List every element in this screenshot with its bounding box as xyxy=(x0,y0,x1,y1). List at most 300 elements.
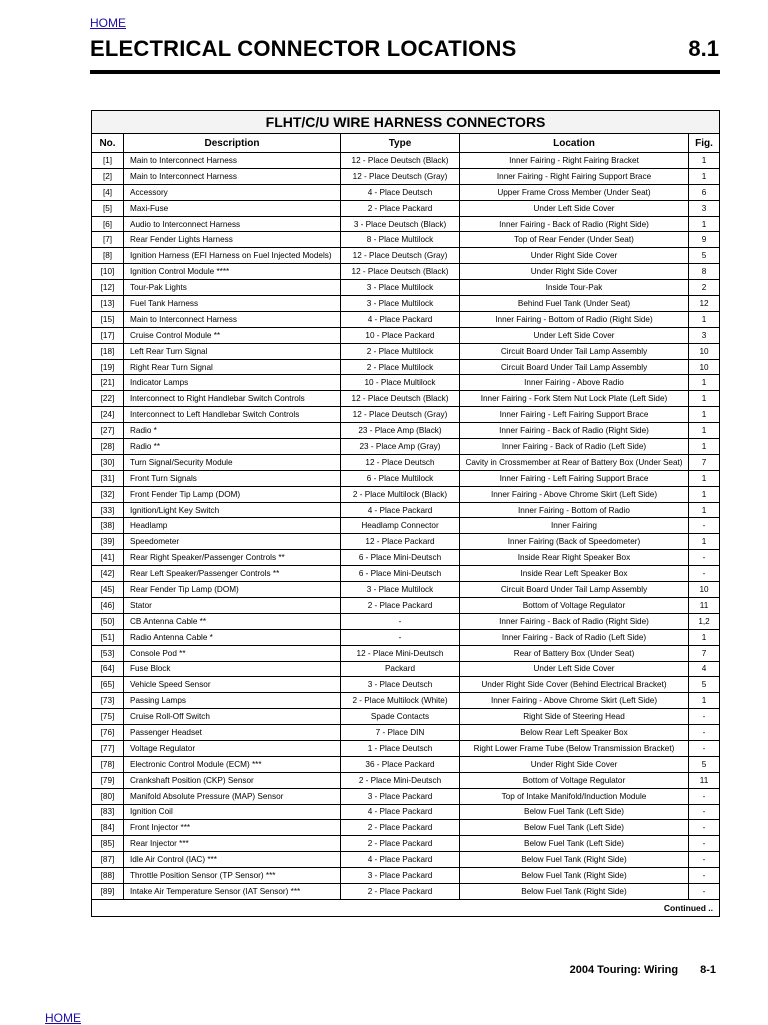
cell-fig: - xyxy=(689,725,720,741)
cell-description: Rear Injector *** xyxy=(124,836,341,852)
cell-description: Fuel Tank Harness xyxy=(124,296,341,312)
cell-no: [24] xyxy=(92,407,124,423)
cell-type: 12 - Place Packard xyxy=(341,534,460,550)
cell-no: [32] xyxy=(92,486,124,502)
cell-type: - xyxy=(341,629,460,645)
connector-table xyxy=(91,110,720,917)
cell-description: Ignition Control Module **** xyxy=(124,264,341,280)
table-row xyxy=(92,550,720,566)
cell-location: Inner Fairing - Back of Radio (Right Side) xyxy=(460,613,689,629)
cell-no: [46] xyxy=(92,597,124,613)
table-row xyxy=(92,693,720,709)
table-row xyxy=(92,820,720,836)
cell-description: Main to Interconnect Harness xyxy=(124,311,341,327)
table-row xyxy=(92,582,720,598)
cell-no: [73] xyxy=(92,693,124,709)
cell-fig: 10 xyxy=(689,343,720,359)
cell-fig: 1 xyxy=(689,502,720,518)
cell-type: 10 - Place Multilock xyxy=(341,375,460,391)
cell-location: Below Fuel Tank (Right Side) xyxy=(460,883,689,899)
cell-fig: 1 xyxy=(689,216,720,232)
cell-fig: 1 xyxy=(689,423,720,439)
cell-type: 3 - Place Deutsch (Black) xyxy=(341,216,460,232)
cell-location: Inner Fairing - Right Fairing Bracket xyxy=(460,153,689,169)
cell-location: Top of Rear Fender (Under Seat) xyxy=(460,232,689,248)
table-row xyxy=(92,677,720,693)
table-row xyxy=(92,868,720,884)
cell-fig: - xyxy=(689,836,720,852)
cell-location: Below Fuel Tank (Left Side) xyxy=(460,804,689,820)
cell-location: Below Fuel Tank (Right Side) xyxy=(460,868,689,884)
cell-no: [76] xyxy=(92,725,124,741)
cell-location: Inner Fairing - Above Chrome Skirt (Left Side) xyxy=(460,693,689,709)
cell-description: Rear Fender Lights Harness xyxy=(124,232,341,248)
cell-location: Circuit Board Under Tail Lamp Assembly xyxy=(460,582,689,598)
cell-fig: 1 xyxy=(689,391,720,407)
cell-fig: - xyxy=(689,566,720,582)
table-row xyxy=(92,502,720,518)
cell-location: Inner Fairing - Above Radio xyxy=(460,375,689,391)
cell-no: [27] xyxy=(92,423,124,439)
cell-fig: 5 xyxy=(689,248,720,264)
cell-no: [78] xyxy=(92,756,124,772)
cell-type: 2 - Place Multilock xyxy=(341,359,460,375)
cell-location: Cavity in Crossmember at Rear of Battery Box (Under Seat) xyxy=(460,454,689,470)
table-row xyxy=(92,248,720,264)
cell-type: 3 - Place Multilock xyxy=(341,296,460,312)
cell-location: Bottom of Voltage Regulator xyxy=(460,772,689,788)
cell-description: Rear Left Speaker/Passenger Controls ** xyxy=(124,566,341,582)
cell-type: 3 - Place Multilock xyxy=(341,280,460,296)
cell-fig: - xyxy=(689,852,720,868)
cell-no: [7] xyxy=(92,232,124,248)
table-row xyxy=(92,709,720,725)
table-row xyxy=(92,613,720,629)
table-row xyxy=(92,566,720,582)
cell-location: Under Right Side Cover xyxy=(460,264,689,280)
cell-description: Cruise Roll-Off Switch xyxy=(124,709,341,725)
footer-title: 2004 Touring: Wiring xyxy=(569,964,679,976)
cell-no: [85] xyxy=(92,836,124,852)
table-row xyxy=(92,216,720,232)
cell-description: Tour-Pak Lights xyxy=(124,280,341,296)
cell-type: 12 - Place Deutsch xyxy=(341,454,460,470)
cell-fig: - xyxy=(689,820,720,836)
table-row xyxy=(92,852,720,868)
cell-no: [79] xyxy=(92,772,124,788)
cell-no: [64] xyxy=(92,661,124,677)
cell-no: [75] xyxy=(92,709,124,725)
cell-location: Below Fuel Tank (Left Side) xyxy=(460,820,689,836)
cell-location: Inner Fairing - Back of Radio (Right Side) xyxy=(460,423,689,439)
cell-location: Inner Fairing - Fork Stem Nut Lock Plate (Left Side) xyxy=(460,391,689,407)
cell-type: 2 - Place Multilock xyxy=(341,343,460,359)
cell-fig: 1 xyxy=(689,629,720,645)
cell-type: 12 - Place Deutsch (Black) xyxy=(341,153,460,169)
table-row xyxy=(92,296,720,312)
cell-no: [6] xyxy=(92,216,124,232)
cell-no: [53] xyxy=(92,645,124,661)
cell-type: 12 - Place Deutsch (Gray) xyxy=(341,248,460,264)
cell-fig: 11 xyxy=(689,597,720,613)
cell-type: 7 - Place DIN xyxy=(341,725,460,741)
cell-location: Right Side of Steering Head xyxy=(460,709,689,725)
cell-fig: 3 xyxy=(689,327,720,343)
cell-no: [8] xyxy=(92,248,124,264)
table-row xyxy=(92,423,720,439)
cell-no: [87] xyxy=(92,852,124,868)
table-row xyxy=(92,883,720,899)
cell-no: [10] xyxy=(92,264,124,280)
cell-description: Electronic Control Module (ECM) *** xyxy=(124,756,341,772)
cell-location: Inside Rear Right Speaker Box xyxy=(460,550,689,566)
page-footer xyxy=(570,964,716,976)
table-caption: FLHT/C/U WIRE HARNESS CONNECTORS xyxy=(92,111,720,134)
footer-page-number: 8-1 xyxy=(700,964,716,976)
cell-no: [1] xyxy=(92,153,124,169)
cell-type: Packard xyxy=(341,661,460,677)
cell-fig: 1 xyxy=(689,311,720,327)
table-row xyxy=(92,454,720,470)
table-row xyxy=(92,725,720,741)
table-row xyxy=(92,439,720,455)
cell-no: [4] xyxy=(92,184,124,200)
cell-description: Indicator Lamps xyxy=(124,375,341,391)
cell-fig: 2 xyxy=(689,280,720,296)
cell-fig: 1 xyxy=(689,486,720,502)
cell-location: Inner Fairing - Left Fairing Support Brace xyxy=(460,470,689,486)
cell-type: 2 - Place Mini-Deutsch xyxy=(341,772,460,788)
cell-fig: 8 xyxy=(689,264,720,280)
cell-description: Audio to Interconnect Harness xyxy=(124,216,341,232)
table-row xyxy=(92,184,720,200)
column-header-location: Location xyxy=(460,134,689,153)
cell-fig: - xyxy=(689,740,720,756)
cell-description: Interconnect to Right Handlebar Switch Controls xyxy=(124,391,341,407)
cell-type: 2 - Place Multilock (Black) xyxy=(341,486,460,502)
cell-fig: - xyxy=(689,709,720,725)
table-row xyxy=(92,470,720,486)
cell-type: 2 - Place Packard xyxy=(341,597,460,613)
table-row xyxy=(92,264,720,280)
cell-description: Front Turn Signals xyxy=(124,470,341,486)
column-header-description: Description xyxy=(124,134,341,153)
cell-fig: - xyxy=(689,788,720,804)
table-header-row xyxy=(92,134,720,153)
cell-type: 8 - Place Multilock xyxy=(341,232,460,248)
table-row xyxy=(92,391,720,407)
cell-no: [19] xyxy=(92,359,124,375)
column-header-type: Type xyxy=(341,134,460,153)
cell-fig: 1 xyxy=(689,470,720,486)
cell-no: [50] xyxy=(92,613,124,629)
cell-no: [12] xyxy=(92,280,124,296)
cell-type: 4 - Place Packard xyxy=(341,311,460,327)
cell-location: Under Right Side Cover xyxy=(460,248,689,264)
table-row xyxy=(92,359,720,375)
cell-fig: - xyxy=(689,868,720,884)
cell-type: 12 - Place Deutsch (Black) xyxy=(341,391,460,407)
cell-no: [80] xyxy=(92,788,124,804)
cell-fig: - xyxy=(689,550,720,566)
cell-fig: - xyxy=(689,518,720,534)
cell-description: Headlamp xyxy=(124,518,341,534)
cell-description: Front Fender Tip Lamp (DOM) xyxy=(124,486,341,502)
cell-description: Ignition Harness (EFI Harness on Fuel Injected Models) xyxy=(124,248,341,264)
cell-location: Under Right Side Cover xyxy=(460,756,689,772)
cell-description: Radio ** xyxy=(124,439,341,455)
home-link-bottom[interactable]: HOME xyxy=(45,1011,81,1025)
cell-type: 12 - Place Mini-Deutsch xyxy=(341,645,460,661)
cell-location: Inner Fairing xyxy=(460,518,689,534)
cell-description: Turn Signal/Security Module xyxy=(124,454,341,470)
cell-type: 3 - Place Packard xyxy=(341,868,460,884)
cell-type: 2 - Place Packard xyxy=(341,836,460,852)
cell-description: Rear Fender Tip Lamp (DOM) xyxy=(124,582,341,598)
cell-location: Below Rear Left Speaker Box xyxy=(460,725,689,741)
cell-location: Upper Frame Cross Member (Under Seat) xyxy=(460,184,689,200)
table-row xyxy=(92,343,720,359)
cell-fig: 1 xyxy=(689,693,720,709)
cell-no: [84] xyxy=(92,820,124,836)
cell-location: Inner Fairing - Back of Radio (Left Side) xyxy=(460,629,689,645)
cell-location: Inner Fairing - Right Fairing Support Brace xyxy=(460,168,689,184)
cell-no: [51] xyxy=(92,629,124,645)
cell-description: Cruise Control Module ** xyxy=(124,327,341,343)
cell-type: 12 - Place Deutsch (Gray) xyxy=(341,407,460,423)
cell-type: 12 - Place Deutsch (Gray) xyxy=(341,168,460,184)
cell-description: Accessory xyxy=(124,184,341,200)
cell-location: Inner Fairing - Above Chrome Skirt (Left Side) xyxy=(460,486,689,502)
cell-description: Throttle Position Sensor (TP Sensor) *** xyxy=(124,868,341,884)
cell-fig: 7 xyxy=(689,645,720,661)
title-rule xyxy=(90,70,720,74)
cell-type: 3 - Place Packard xyxy=(341,788,460,804)
cell-no: [45] xyxy=(92,582,124,598)
cell-type: 2 - Place Packard xyxy=(341,820,460,836)
cell-no: [17] xyxy=(92,327,124,343)
cell-description: Interconnect to Left Handlebar Switch Controls xyxy=(124,407,341,423)
cell-no: [41] xyxy=(92,550,124,566)
cell-fig: 11 xyxy=(689,772,720,788)
cell-location: Inner Fairing - Bottom of Radio (Right Side) xyxy=(460,311,689,327)
cell-description: Ignition Coil xyxy=(124,804,341,820)
cell-fig: - xyxy=(689,883,720,899)
cell-description: CB Antenna Cable ** xyxy=(124,613,341,629)
cell-description: Radio * xyxy=(124,423,341,439)
cell-location: Under Left Side Cover xyxy=(460,200,689,216)
column-header-no: No. xyxy=(92,134,124,153)
cell-type: 10 - Place Packard xyxy=(341,327,460,343)
table-row xyxy=(92,836,720,852)
cell-location: Inner Fairing - Bottom of Radio xyxy=(460,502,689,518)
cell-location: Rear of Battery Box (Under Seat) xyxy=(460,645,689,661)
table-row xyxy=(92,804,720,820)
cell-description: Ignition/Light Key Switch xyxy=(124,502,341,518)
continued-note: Continued .. xyxy=(92,899,720,916)
cell-description: Front Injector *** xyxy=(124,820,341,836)
cell-no: [65] xyxy=(92,677,124,693)
cell-no: [33] xyxy=(92,502,124,518)
cell-type: 6 - Place Mini-Deutsch xyxy=(341,550,460,566)
cell-fig: 5 xyxy=(689,677,720,693)
cell-fig: 4 xyxy=(689,661,720,677)
cell-type: 36 - Place Packard xyxy=(341,756,460,772)
cell-location: Inner Fairing - Back of Radio (Left Side) xyxy=(460,439,689,455)
cell-location: Right Lower Frame Tube (Below Transmission Bracket) xyxy=(460,740,689,756)
table-row xyxy=(92,740,720,756)
cell-no: [31] xyxy=(92,470,124,486)
cell-fig: 1 xyxy=(689,534,720,550)
cell-no: [15] xyxy=(92,311,124,327)
cell-type: 3 - Place Multilock xyxy=(341,582,460,598)
cell-location: Behind Fuel Tank (Under Seat) xyxy=(460,296,689,312)
cell-fig: 1 xyxy=(689,407,720,423)
cell-description: Radio Antenna Cable * xyxy=(124,629,341,645)
table-row xyxy=(92,486,720,502)
cell-description: Manifold Absolute Pressure (MAP) Sensor xyxy=(124,788,341,804)
cell-type: 4 - Place Packard xyxy=(341,804,460,820)
cell-type: - xyxy=(341,613,460,629)
cell-description: Rear Right Speaker/Passenger Controls ** xyxy=(124,550,341,566)
cell-type: 2 - Place Packard xyxy=(341,883,460,899)
cell-type: 4 - Place Packard xyxy=(341,502,460,518)
cell-location: Inner Fairing (Back of Speedometer) xyxy=(460,534,689,550)
cell-type: 2 - Place Packard xyxy=(341,200,460,216)
cell-no: [21] xyxy=(92,375,124,391)
cell-no: [42] xyxy=(92,566,124,582)
cell-description: Stator xyxy=(124,597,341,613)
cell-location: Under Left Side Cover xyxy=(460,327,689,343)
cell-type: 1 - Place Deutsch xyxy=(341,740,460,756)
cell-description: Intake Air Temperature Sensor (IAT Sensor) *** xyxy=(124,883,341,899)
cell-no: [30] xyxy=(92,454,124,470)
page-title: ELECTRICAL CONNECTOR LOCATIONS xyxy=(90,36,517,61)
cell-description: Crankshaft Position (CKP) Sensor xyxy=(124,772,341,788)
cell-fig: 1 xyxy=(689,375,720,391)
cell-no: [77] xyxy=(92,740,124,756)
cell-no: [2] xyxy=(92,168,124,184)
cell-fig: 10 xyxy=(689,582,720,598)
cell-no: [22] xyxy=(92,391,124,407)
cell-location: Inside Tour-Pak xyxy=(460,280,689,296)
cell-description: Main to Interconnect Harness xyxy=(124,153,341,169)
cell-type: 2 - Place Multilock (White) xyxy=(341,693,460,709)
table-row xyxy=(92,280,720,296)
cell-description: Console Pod ** xyxy=(124,645,341,661)
table-row xyxy=(92,756,720,772)
cell-description: Left Rear Turn Signal xyxy=(124,343,341,359)
table-row xyxy=(92,772,720,788)
cell-location: Circuit Board Under Tail Lamp Assembly xyxy=(460,343,689,359)
cell-fig: 5 xyxy=(689,756,720,772)
table-row xyxy=(92,534,720,550)
cell-type: 3 - Place Deutsch xyxy=(341,677,460,693)
table-row xyxy=(92,375,720,391)
table-row xyxy=(92,518,720,534)
table-row xyxy=(92,327,720,343)
cell-type: Spade Contacts xyxy=(341,709,460,725)
cell-no: [13] xyxy=(92,296,124,312)
cell-type: 4 - Place Packard xyxy=(341,852,460,868)
cell-description: Right Rear Turn Signal xyxy=(124,359,341,375)
table-row xyxy=(92,629,720,645)
cell-type: 6 - Place Mini-Deutsch xyxy=(341,566,460,582)
table-row xyxy=(92,645,720,661)
cell-location: Inside Rear Left Speaker Box xyxy=(460,566,689,582)
cell-location: Inner Fairing - Left Fairing Support Brace xyxy=(460,407,689,423)
cell-no: [28] xyxy=(92,439,124,455)
cell-location: Under Left Side Cover xyxy=(460,661,689,677)
cell-no: [89] xyxy=(92,883,124,899)
table-row xyxy=(92,661,720,677)
cell-description: Vehicle Speed Sensor xyxy=(124,677,341,693)
cell-fig: 12 xyxy=(689,296,720,312)
cell-fig: 1 xyxy=(689,153,720,169)
cell-fig: 10 xyxy=(689,359,720,375)
cell-location: Inner Fairing - Back of Radio (Right Side) xyxy=(460,216,689,232)
table-row xyxy=(92,232,720,248)
table-row xyxy=(92,788,720,804)
cell-location: Under Right Side Cover (Behind Electrical Bracket) xyxy=(460,677,689,693)
cell-fig: - xyxy=(689,804,720,820)
cell-location: Below Fuel Tank (Left Side) xyxy=(460,836,689,852)
column-header-fig: Fig. xyxy=(689,134,720,153)
home-link-top[interactable]: HOME xyxy=(90,16,126,30)
cell-no: [39] xyxy=(92,534,124,550)
section-number: 8.1 xyxy=(688,36,719,61)
table-row xyxy=(92,311,720,327)
cell-description: Maxi-Fuse xyxy=(124,200,341,216)
cell-description: Idle Air Control (IAC) *** xyxy=(124,852,341,868)
cell-fig: 7 xyxy=(689,454,720,470)
cell-description: Passing Lamps xyxy=(124,693,341,709)
cell-location: Below Fuel Tank (Right Side) xyxy=(460,852,689,868)
cell-type: 4 - Place Deutsch xyxy=(341,184,460,200)
cell-type: 6 - Place Multilock xyxy=(341,470,460,486)
table-row xyxy=(92,168,720,184)
cell-no: [88] xyxy=(92,868,124,884)
cell-fig: 1,2 xyxy=(689,613,720,629)
cell-fig: 1 xyxy=(689,168,720,184)
cell-description: Voltage Regulator xyxy=(124,740,341,756)
cell-description: Main to Interconnect Harness xyxy=(124,168,341,184)
cell-description: Speedometer xyxy=(124,534,341,550)
cell-no: [5] xyxy=(92,200,124,216)
cell-no: [83] xyxy=(92,804,124,820)
cell-fig: 9 xyxy=(689,232,720,248)
cell-location: Circuit Board Under Tail Lamp Assembly xyxy=(460,359,689,375)
cell-no: [18] xyxy=(92,343,124,359)
cell-no: [38] xyxy=(92,518,124,534)
cell-description: Passenger Headset xyxy=(124,725,341,741)
cell-location: Top of Intake Manifold/Induction Module xyxy=(460,788,689,804)
cell-fig: 6 xyxy=(689,184,720,200)
cell-description: Fuse Block xyxy=(124,661,341,677)
cell-type: Headlamp Connector xyxy=(341,518,460,534)
table-body xyxy=(92,153,720,900)
cell-fig: 3 xyxy=(689,200,720,216)
cell-fig: 1 xyxy=(689,439,720,455)
table-row xyxy=(92,597,720,613)
cell-type: 23 - Place Amp (Gray) xyxy=(341,439,460,455)
cell-type: 12 - Place Deutsch (Black) xyxy=(341,264,460,280)
cell-type: 23 - Place Amp (Black) xyxy=(341,423,460,439)
table-row xyxy=(92,200,720,216)
table-row xyxy=(92,153,720,169)
cell-location: Bottom of Voltage Regulator xyxy=(460,597,689,613)
table-row xyxy=(92,407,720,423)
